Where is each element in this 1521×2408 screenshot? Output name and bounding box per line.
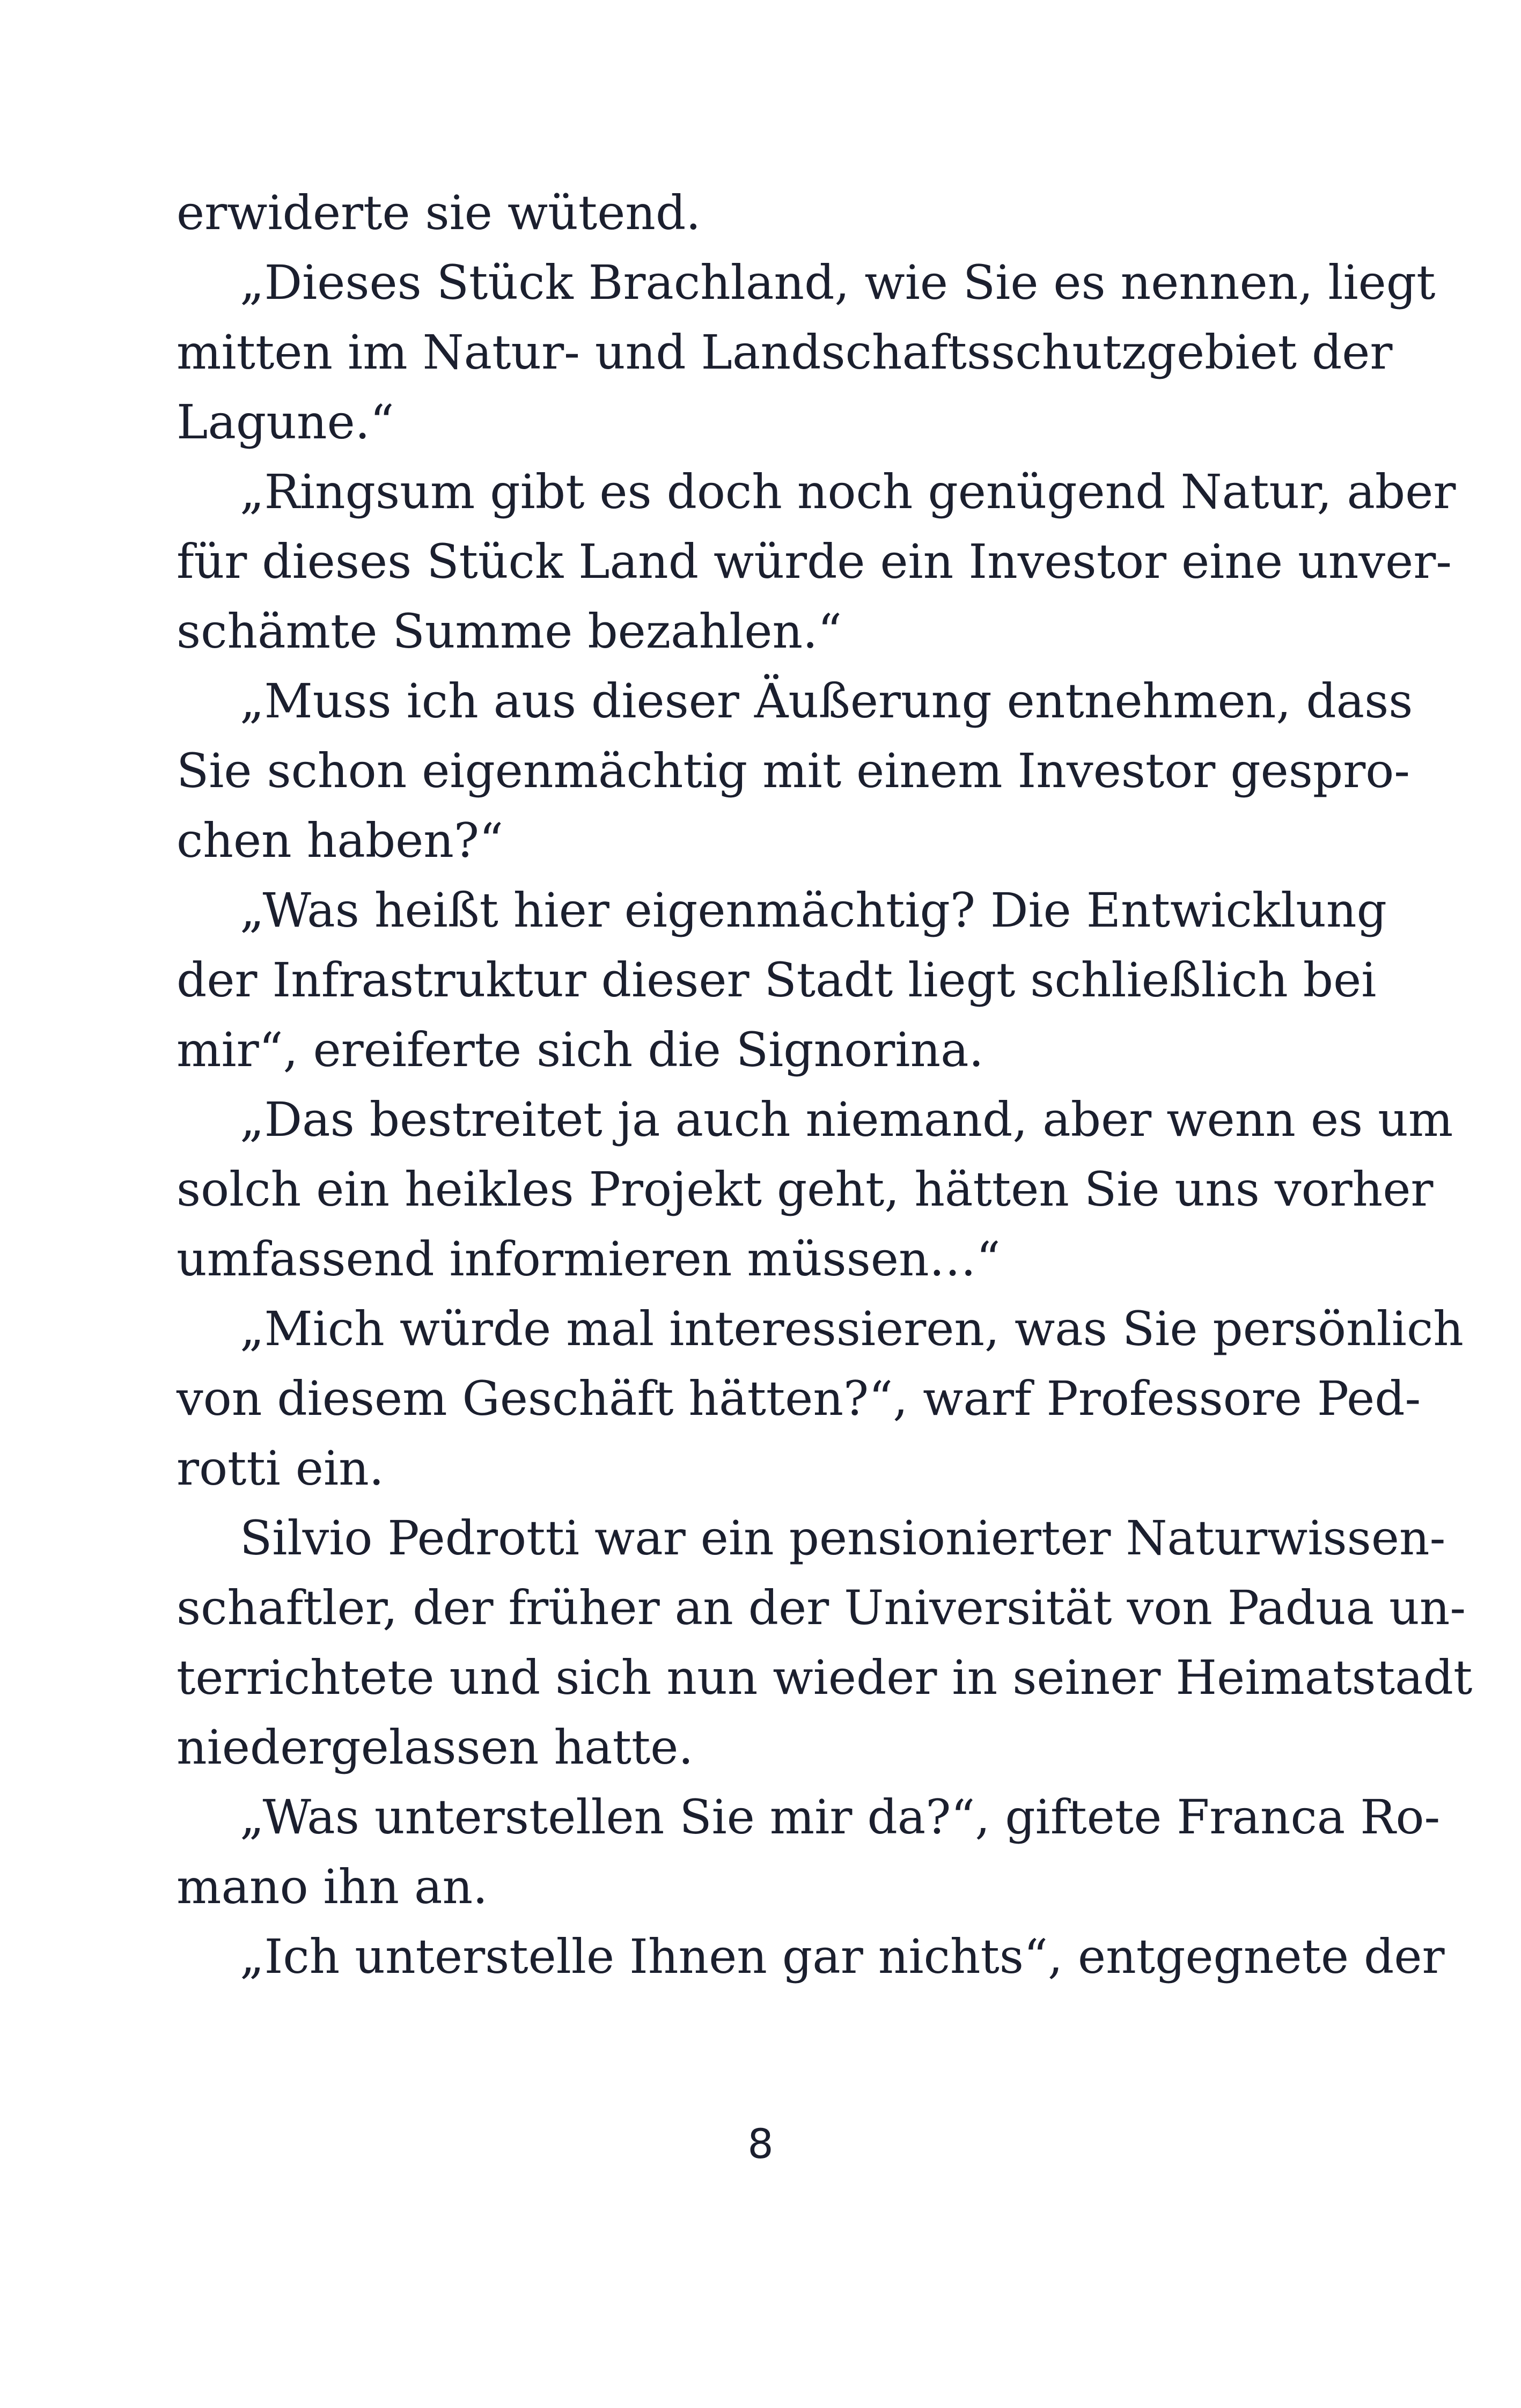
text-line: „Dieses Stück Brachland, wie Sie es nennen, liegt [240,255,1436,310]
text-line: „Mich würde mal interessieren, was Sie persönlich [240,1301,1464,1356]
text-line: schaftler, der früher an der Universität von Padua un- [177,1580,1466,1635]
text-line: chen haben?“ [177,813,504,868]
text-line: solch ein heikles Projekt geht, hätten Sie uns vorher [177,1162,1434,1217]
text-line: Lagune.“ [177,394,394,450]
text-line: „Ich unterstelle Ihnen gar nichts“, entgegnete der [240,1929,1445,1984]
text-line: der Infrastruktur dieser Stadt liegt schließlich bei [177,952,1377,1008]
text-line: „Das bestreitet ja auch niemand, aber wenn es um [240,1092,1453,1147]
text-line: schämte Summe bezahlen.“ [177,604,842,659]
text-line: für dieses Stück Land würde ein Investor eine unver- [177,534,1452,589]
text-line: „Was unterstellen Sie mir da?“, giftete Franca Ro- [240,1789,1441,1845]
text-line: „Muss ich aus dieser Äußerung entnehmen, dass [240,673,1413,729]
text-line: Silvio Pedrotti war ein pensionierter Naturwissen- [240,1510,1446,1566]
text-line: „Ringsum gibt es doch noch genügend Natur, aber [240,464,1456,519]
text-line: mir“, ereiferte sich die Signorina. [177,1022,984,1077]
text-line: mano ihn an. [177,1859,488,1914]
text-line: Sie schon eigenmächtig mit einem Investor gespro- [177,743,1410,798]
text-line: umfassend informieren müssen…“ [177,1231,1001,1287]
text-line: von diesem Geschäft hätten?“, warf Professore Ped- [177,1371,1421,1426]
text-line: „Was heißt hier eigenmächtig? Die Entwicklung [240,883,1387,938]
text-line: niedergelassen hatte. [177,1720,694,1775]
text-line: erwiderte sie wütend. [177,185,701,240]
text-line: rotti ein. [177,1441,384,1496]
page-number: 8 [747,2120,774,2168]
text-line: terrichtete und sich nun wieder in seiner Heimatstadt [177,1650,1473,1705]
text-line: mitten im Natur- und Landschaftsschutzgebiet der [177,325,1393,380]
